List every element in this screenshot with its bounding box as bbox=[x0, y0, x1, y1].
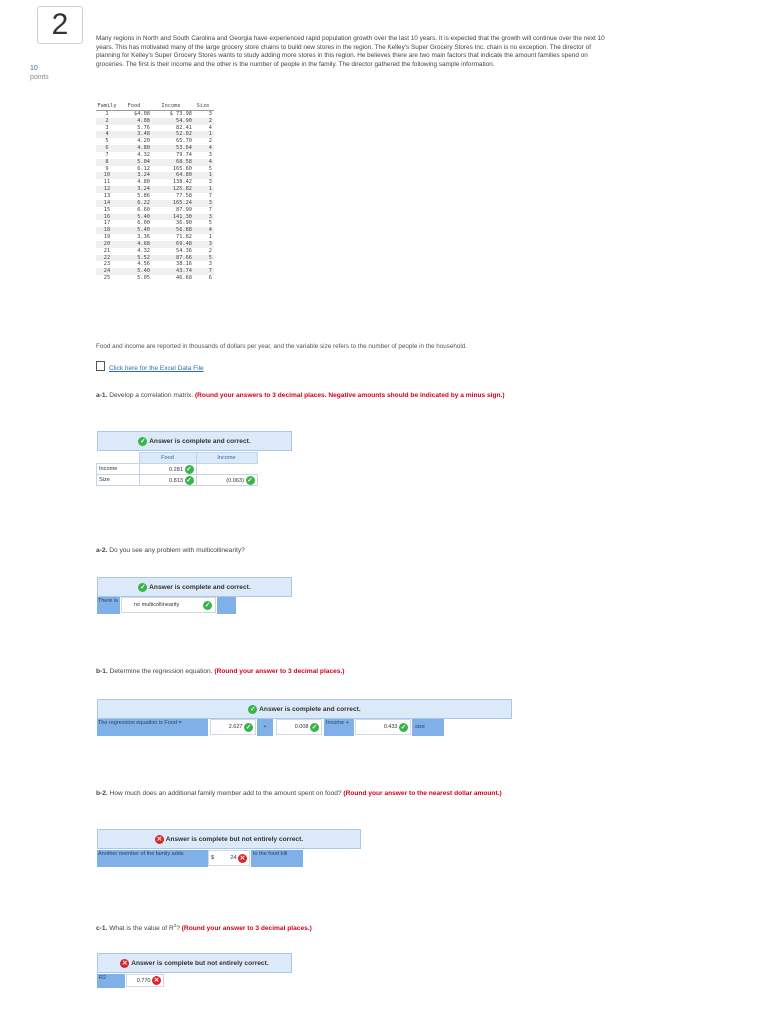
b1-text: Determine the regression equation. bbox=[107, 668, 215, 675]
table-row bbox=[96, 118, 214, 125]
table-cell: 9 bbox=[105, 165, 109, 172]
table-cell: 3 bbox=[192, 200, 214, 207]
b1-income-label-cell: Income + bbox=[324, 719, 354, 736]
table-cell: 3 bbox=[105, 124, 109, 131]
table-cell: 7 bbox=[192, 268, 214, 275]
empty-cell bbox=[196, 464, 257, 475]
table-cell: $4.08 bbox=[134, 110, 150, 117]
income-food-cell[interactable] bbox=[139, 464, 196, 475]
table-cell: 23 bbox=[103, 261, 111, 268]
table-cell: $ 73.98 bbox=[169, 110, 192, 117]
b1-plus-cell: + bbox=[257, 719, 273, 736]
table-row bbox=[96, 268, 214, 275]
table-cell: 4 bbox=[96, 131, 118, 138]
b1-size-coef-input[interactable] bbox=[355, 719, 411, 735]
table-cell: 20 bbox=[96, 241, 118, 248]
table-cell: 4.80 bbox=[137, 179, 150, 186]
table-row bbox=[96, 261, 214, 268]
table-cell: 3 bbox=[192, 214, 214, 221]
c1-label: c-1. bbox=[96, 925, 108, 933]
table-cell: 165.24 bbox=[150, 200, 192, 207]
a1-banner-text: Answer is complete and correct. bbox=[149, 437, 251, 445]
table-cell: 1 bbox=[105, 110, 109, 117]
size-food-value[interactable]: 0.813 bbox=[168, 477, 183, 484]
header-food: Food bbox=[118, 103, 150, 110]
table-cell: 3.36 bbox=[137, 234, 150, 241]
income-food-value[interactable]: 0.281 bbox=[168, 466, 183, 473]
table-cell: 5 bbox=[192, 255, 214, 262]
table-cell: 8 bbox=[96, 159, 118, 166]
table-cell: 54.90 bbox=[150, 118, 192, 125]
x-icon: ✕ bbox=[153, 977, 160, 984]
table-cell: 5.52 bbox=[118, 255, 150, 262]
b1-income-coef-input[interactable] bbox=[276, 719, 322, 735]
table-cell: 5.40 bbox=[118, 214, 150, 221]
a2-prefix-cell: There is bbox=[97, 597, 120, 614]
b1-intercept-value[interactable]: 2.627 bbox=[228, 724, 243, 730]
question-number: 2 bbox=[37, 6, 83, 44]
units-note: Food and income are reported in thousands of dollars per year, and the variable size refers to the number of people in the household. bbox=[96, 343, 468, 350]
correlation-matrix bbox=[96, 452, 258, 486]
x-icon: ✕ bbox=[122, 959, 128, 967]
c1-banner-text: Answer is complete but not entirely correct. bbox=[131, 959, 269, 967]
a2-end-cell bbox=[217, 597, 236, 614]
table-cell: 17 bbox=[103, 220, 111, 227]
table-row bbox=[96, 125, 214, 132]
a2-answer-select[interactable] bbox=[121, 597, 216, 613]
x-icon: ✕ bbox=[239, 854, 246, 862]
size-income-value[interactable]: (0.063) bbox=[226, 477, 244, 484]
check-icon: ✓ bbox=[204, 601, 211, 609]
c1-status-banner bbox=[97, 953, 292, 973]
table-cell: 1 bbox=[208, 234, 212, 241]
table-cell: 4.32 bbox=[137, 247, 150, 254]
table-cell: 7 bbox=[208, 192, 212, 199]
table-row bbox=[96, 241, 214, 248]
table-cell: 68.58 bbox=[150, 159, 192, 166]
table-cell: 3.24 bbox=[118, 172, 150, 179]
b2-prefix-cell: Another member of the family adds bbox=[97, 850, 208, 867]
x-icon: ✕ bbox=[156, 835, 163, 843]
b1-size-coef-value[interactable]: 0.433 bbox=[383, 724, 398, 730]
table-cell: 3.48 bbox=[118, 131, 150, 138]
size-income-cell[interactable] bbox=[196, 475, 257, 486]
a2-status-banner bbox=[97, 577, 292, 597]
table-cell: 4.56 bbox=[137, 261, 150, 268]
c1-row-label: R2 bbox=[97, 974, 125, 988]
table-row bbox=[96, 200, 214, 207]
b2-text: How much does an additional family member add to the amount spent on food? bbox=[107, 790, 344, 797]
table-cell: 2 bbox=[208, 247, 212, 254]
table-row bbox=[96, 207, 214, 214]
header-family: Family bbox=[97, 103, 117, 109]
a2-answer-value[interactable]: no multicollinearity bbox=[134, 602, 180, 608]
table-cell: 5 bbox=[105, 138, 109, 145]
table-row bbox=[96, 172, 214, 179]
check-icon: ✓ bbox=[311, 723, 318, 731]
question-b1 bbox=[96, 668, 344, 677]
b2-instruction: (Round your answer to the nearest dollar amount.) bbox=[343, 790, 502, 797]
table-cell: 1 bbox=[192, 186, 214, 193]
table-cell: 54.36 bbox=[176, 247, 192, 254]
table-cell: 4 bbox=[192, 145, 214, 152]
b2-banner-text: Answer is complete but not entirely correct. bbox=[165, 835, 304, 843]
table-cell: 5.05 bbox=[137, 275, 150, 282]
b1-label: b-1. bbox=[96, 668, 108, 675]
header-income: Income bbox=[150, 103, 192, 110]
table-cell: 3 bbox=[208, 179, 212, 186]
table-cell: 3 bbox=[208, 261, 212, 268]
b1-prefix-cell: The regression equation is Food = bbox=[97, 719, 208, 736]
table-cell: 21 bbox=[103, 247, 111, 254]
table-cell: 22 bbox=[96, 255, 118, 262]
table-cell: 69.48 bbox=[150, 241, 192, 248]
points-info bbox=[30, 64, 49, 82]
points-value: 10 bbox=[30, 65, 38, 72]
a1-instruction: (Round your answers to 3 decimal places. Negative amounts should be indicated by a minus sign.) bbox=[194, 392, 505, 399]
table-cell: 14 bbox=[96, 200, 118, 207]
c1-superscript: 2 bbox=[173, 923, 177, 928]
table-cell: 3 bbox=[208, 110, 212, 117]
table-cell: 3.24 bbox=[118, 186, 150, 193]
table-cell: 5.76 bbox=[137, 124, 150, 131]
table-row bbox=[96, 186, 214, 193]
a2-banner-text: Answer is complete and correct. bbox=[149, 583, 251, 591]
table-cell: 53.64 bbox=[150, 145, 192, 152]
row-size: Size bbox=[97, 475, 140, 486]
col-food: Food bbox=[139, 453, 196, 464]
table-cell: 1 bbox=[192, 131, 214, 138]
table-cell: 2 bbox=[192, 118, 214, 125]
table-cell: 6 bbox=[96, 145, 118, 152]
table-row bbox=[96, 145, 214, 152]
a1-label: a-1. bbox=[96, 392, 108, 399]
table-cell: 79.74 bbox=[176, 151, 192, 158]
c1-answer-input[interactable] bbox=[126, 974, 164, 987]
table-cell: 2 bbox=[96, 118, 118, 125]
col-income: Income bbox=[196, 453, 257, 464]
table-cell: 4.08 bbox=[118, 118, 150, 125]
table-cell: 24 bbox=[96, 268, 118, 275]
table-cell: 5 bbox=[208, 165, 212, 172]
a1-status-banner bbox=[97, 431, 292, 451]
table-row bbox=[96, 131, 214, 138]
table-cell: 6 bbox=[208, 275, 212, 282]
check-icon: ✓ bbox=[140, 583, 146, 591]
table-row bbox=[96, 110, 214, 117]
b1-banner-text: Answer is complete and correct. bbox=[259, 705, 361, 713]
table-row bbox=[96, 275, 214, 282]
table-row bbox=[96, 220, 214, 227]
table-row bbox=[96, 193, 214, 200]
c1-answer-value[interactable]: 0.770 bbox=[136, 977, 151, 984]
table-cell: 36.90 bbox=[176, 220, 192, 227]
table-cell: 71.82 bbox=[176, 234, 192, 241]
table-row bbox=[96, 227, 214, 234]
table-cell: 138.42 bbox=[172, 179, 192, 186]
check-icon: ✓ bbox=[245, 723, 252, 731]
question-a2 bbox=[96, 547, 245, 556]
check-icon: ✓ bbox=[400, 723, 407, 731]
table-cell: 6.22 bbox=[118, 200, 150, 207]
table-cell: 5 bbox=[208, 220, 212, 227]
check-icon: ✓ bbox=[247, 476, 253, 484]
table-cell: 4 bbox=[192, 227, 214, 234]
table-row bbox=[96, 138, 214, 145]
table-row bbox=[96, 234, 214, 241]
table-cell: 4.20 bbox=[137, 138, 150, 145]
table-cell: 12 bbox=[96, 186, 118, 193]
table-cell: 6.00 bbox=[137, 220, 150, 227]
table-cell: 3 bbox=[192, 241, 214, 248]
b2-label: b-2. bbox=[96, 790, 108, 797]
question-c1 bbox=[96, 922, 312, 934]
table-cell: 77.58 bbox=[176, 192, 192, 199]
header-size: Size bbox=[192, 103, 214, 110]
size-food-cell[interactable] bbox=[139, 475, 196, 486]
table-cell: 18 bbox=[96, 227, 118, 234]
check-icon: ✓ bbox=[140, 437, 146, 445]
table-cell: 87.99 bbox=[176, 206, 192, 213]
c1-instruction: (Round your answer to 3 decimal places.) bbox=[181, 925, 312, 933]
table-row bbox=[96, 159, 214, 166]
table-cell: 13 bbox=[103, 192, 111, 199]
data-table bbox=[96, 103, 214, 282]
table-cell: 19 bbox=[103, 234, 111, 241]
table-cell: 10 bbox=[96, 172, 118, 179]
data-table-body bbox=[96, 110, 214, 282]
question-b2 bbox=[96, 790, 596, 799]
table-cell: 7 bbox=[105, 151, 109, 158]
table-cell: 82.41 bbox=[176, 124, 192, 131]
question-a1 bbox=[96, 392, 596, 401]
table-row bbox=[96, 166, 214, 173]
table-cell: 56.88 bbox=[150, 227, 192, 234]
b1-income-coef-value[interactable]: 0.008 bbox=[294, 724, 309, 730]
a2-text: Do you see any problem with multicollinearity? bbox=[107, 547, 245, 554]
data-table-header bbox=[96, 103, 214, 110]
table-row bbox=[96, 214, 214, 221]
table-cell: 64.80 bbox=[150, 172, 192, 179]
c1-text: What is the value of R bbox=[107, 925, 174, 933]
table-cell: 16 bbox=[96, 214, 118, 221]
table-cell: 11 bbox=[103, 179, 111, 186]
table-cell: 141.30 bbox=[150, 214, 192, 221]
a1-text: Develop a correlation matrix. bbox=[107, 392, 195, 399]
b1-size-label-cell: size bbox=[412, 719, 444, 736]
table-cell: 125.82 bbox=[150, 186, 192, 193]
c1-text2: ? bbox=[176, 925, 182, 933]
document-icon bbox=[96, 361, 105, 371]
table-cell: 3 bbox=[208, 151, 212, 158]
b1-intercept-input[interactable] bbox=[210, 719, 256, 735]
table-cell: 5.40 bbox=[118, 268, 150, 275]
table-cell: 4.80 bbox=[118, 145, 150, 152]
table-cell: 4 bbox=[192, 159, 214, 166]
excel-link-text[interactable]: Click here for the Excel Data File bbox=[109, 365, 204, 372]
table-cell: 38.16 bbox=[176, 261, 192, 268]
corner-cell bbox=[97, 453, 140, 464]
table-cell: 4.32 bbox=[137, 151, 150, 158]
table-cell: 65.70 bbox=[176, 138, 192, 145]
excel-data-link[interactable] bbox=[96, 361, 204, 372]
row-income: Income bbox=[97, 464, 140, 475]
check-icon: ✓ bbox=[186, 476, 192, 484]
table-row bbox=[96, 179, 214, 186]
b1-status-banner bbox=[97, 699, 512, 719]
b2-answer-input[interactable] bbox=[208, 850, 250, 866]
table-cell: 7 bbox=[208, 206, 212, 213]
points-label: points bbox=[30, 74, 49, 81]
table-cell: 15 bbox=[103, 206, 111, 213]
table-cell: 4 bbox=[208, 124, 212, 131]
table-cell: 2 bbox=[208, 138, 212, 145]
table-row bbox=[96, 152, 214, 159]
table-cell: 1 bbox=[192, 172, 214, 179]
a2-label: a-2. bbox=[96, 547, 108, 554]
b2-currency: $ bbox=[211, 855, 215, 861]
table-cell: 4.68 bbox=[118, 241, 150, 248]
table-cell: 5.04 bbox=[118, 159, 150, 166]
table-cell: 87.66 bbox=[150, 255, 192, 262]
table-cell: 6.12 bbox=[137, 165, 150, 172]
table-cell: 165.60 bbox=[172, 165, 192, 172]
table-cell: 6.60 bbox=[137, 206, 150, 213]
table-row bbox=[96, 248, 214, 255]
b1-instruction: (Round your answer to 3 decimal places.) bbox=[214, 668, 345, 675]
table-cell: 52.02 bbox=[150, 131, 192, 138]
table-cell: 43.74 bbox=[150, 268, 192, 275]
question-intro: Many regions in North and South Carolina and Georgia have experienced rapid population growth over the last 10 years. It is expected that the growth will continue over the next 10 years. This has motivated many of the large grocery store chains to build new stores in the region. The Kelley's Super Grocery Stores Inc. chain is no exception. The director of planning for Kelley's Super Grocery Stores wants to study adding more stores in this region. He believes there are two main factors that indicate the amount families spend on groceries. The first is their income and the other is the number of people in the family. The director gathered the following sample information. bbox=[96, 35, 605, 68]
check-icon: ✓ bbox=[250, 705, 256, 713]
table-cell: 5.86 bbox=[137, 192, 150, 199]
table-cell: 46.68 bbox=[176, 275, 192, 282]
check-icon: ✓ bbox=[186, 465, 192, 473]
table-cell: 25 bbox=[103, 275, 111, 282]
table-cell: 5.40 bbox=[118, 227, 150, 234]
b2-suffix-cell: to the food bill bbox=[251, 850, 303, 867]
b2-answer-value[interactable]: 24 bbox=[230, 855, 237, 861]
b2-status-banner bbox=[97, 829, 361, 849]
table-row bbox=[96, 255, 214, 262]
